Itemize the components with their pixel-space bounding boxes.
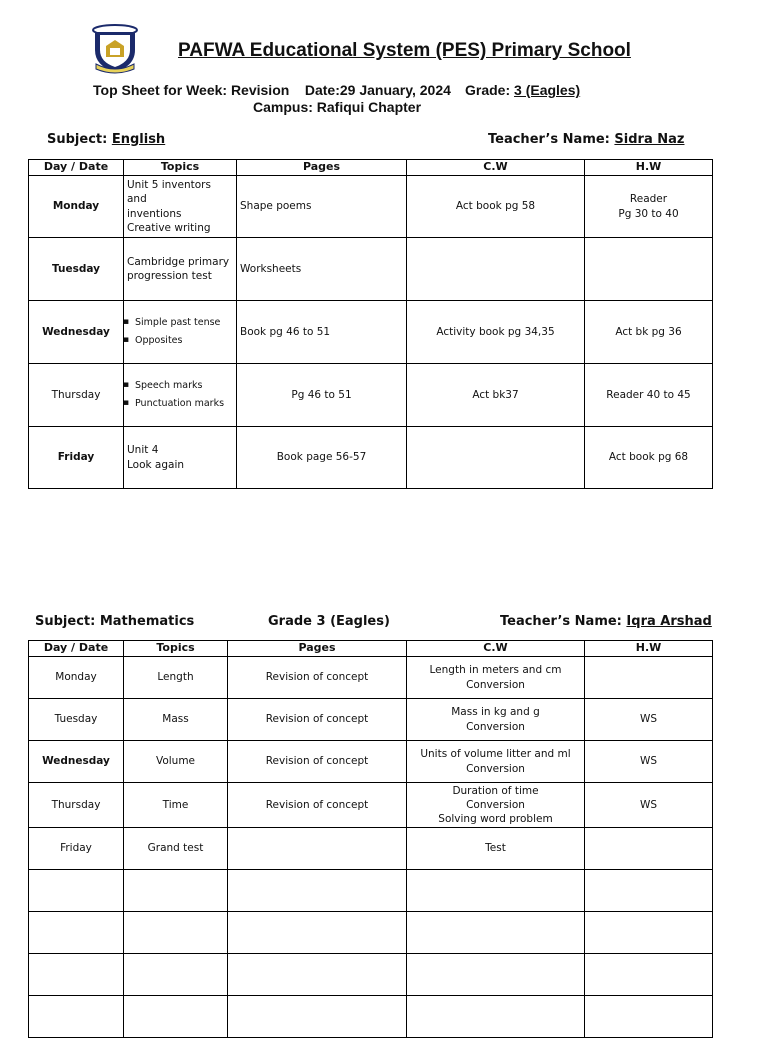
empty-cell bbox=[228, 870, 407, 912]
campus-line: Campus: Rafiqui Chapter bbox=[253, 99, 422, 115]
math-teacher-value: Iqra Arshad bbox=[626, 614, 712, 629]
hw-cell: Act bk pg 36 bbox=[585, 301, 713, 364]
hw-cell bbox=[585, 176, 713, 238]
pages-cell: Revision of concept bbox=[228, 741, 407, 783]
pages-cell: Shape poems bbox=[237, 176, 407, 238]
pages-cell: Revision of concept bbox=[228, 699, 407, 741]
col-header-hw: H.W bbox=[585, 160, 713, 176]
school-title: PAFWA Educational System (PES) Primary School bbox=[178, 40, 631, 61]
table-row bbox=[29, 783, 713, 828]
english-table bbox=[28, 159, 713, 489]
empty-cell bbox=[124, 954, 228, 996]
cw-cell bbox=[407, 657, 585, 699]
math-teacher-label: Teacher’s Name: bbox=[500, 614, 627, 629]
grade-line bbox=[465, 82, 580, 98]
empty-cell bbox=[29, 870, 124, 912]
english-subject-label: Subject: bbox=[47, 132, 112, 147]
cw-line: Solving word problem bbox=[438, 813, 553, 826]
pages-cell: Book page 56-57 bbox=[237, 427, 407, 489]
math-table bbox=[28, 640, 713, 1038]
day-cell: Wednesday bbox=[29, 301, 124, 364]
english-teacher-value: Sidra Naz bbox=[614, 132, 685, 147]
topic-bullet: ▪ Punctuation marks bbox=[127, 398, 233, 411]
table-row bbox=[29, 828, 713, 870]
topic-line: Cambridge primary bbox=[127, 255, 230, 268]
cw-cell bbox=[407, 699, 585, 741]
english-teacher-label: Teacher’s Name: bbox=[488, 132, 615, 147]
cw-line: Mass in kg and g bbox=[451, 706, 540, 719]
math-header-row bbox=[29, 641, 713, 657]
grade-value: 3 (Eagles) bbox=[514, 82, 581, 98]
table-row bbox=[29, 176, 713, 238]
hw-cell bbox=[585, 828, 713, 870]
empty-row bbox=[29, 870, 713, 912]
topic-cell: Grand test bbox=[124, 828, 228, 870]
cw-cell bbox=[407, 783, 585, 828]
table-row bbox=[29, 301, 713, 364]
col-header-hw: H.W bbox=[585, 641, 713, 657]
english-header-row bbox=[29, 160, 713, 176]
hw-cell bbox=[585, 657, 713, 699]
topic-cell: Volume bbox=[124, 741, 228, 783]
pages-cell: Book pg 46 to 51 bbox=[237, 301, 407, 364]
empty-cell bbox=[29, 996, 124, 1038]
english-teacher bbox=[488, 132, 684, 147]
day-cell: Monday bbox=[29, 176, 124, 238]
topics-cell bbox=[124, 301, 237, 364]
empty-row bbox=[29, 954, 713, 996]
empty-cell bbox=[228, 912, 407, 954]
col-header-day: Day / Date bbox=[29, 641, 124, 657]
col-header-cw: C.W bbox=[407, 160, 585, 176]
hw-cell: Reader 40 to 45 bbox=[585, 364, 713, 427]
table-row bbox=[29, 427, 713, 489]
topic-line: Unit 4 bbox=[127, 444, 159, 457]
school-logo bbox=[90, 24, 140, 74]
empty-cell bbox=[585, 996, 713, 1038]
empty-row bbox=[29, 912, 713, 954]
day-cell: Thursday bbox=[29, 364, 124, 427]
hw-cell: WS bbox=[585, 699, 713, 741]
hw-line: Reader bbox=[629, 193, 668, 206]
topic-line: Look again bbox=[127, 458, 185, 471]
topics-cell bbox=[124, 238, 237, 301]
topic-cell: Mass bbox=[124, 699, 228, 741]
empty-cell bbox=[29, 912, 124, 954]
math-subject: Subject: Mathematics bbox=[35, 614, 195, 629]
cw-line: Conversion bbox=[466, 720, 525, 733]
day-cell: Thursday bbox=[29, 783, 124, 828]
day-cell: Monday bbox=[29, 657, 124, 699]
table-row bbox=[29, 657, 713, 699]
pages-cell: Worksheets bbox=[237, 238, 407, 301]
hw-cell: Act book pg 68 bbox=[585, 427, 713, 489]
topics-cell bbox=[124, 176, 237, 238]
day-cell: Tuesday bbox=[29, 699, 124, 741]
cw-line: Conversion bbox=[466, 762, 525, 775]
day-cell: Friday bbox=[29, 427, 124, 489]
cw-line: Conversion bbox=[466, 678, 525, 691]
cw-cell: Act book pg 58 bbox=[407, 176, 585, 238]
day-cell: Wednesday bbox=[29, 741, 124, 783]
empty-row bbox=[29, 996, 713, 1038]
empty-cell bbox=[228, 996, 407, 1038]
pages-cell: Revision of concept bbox=[228, 657, 407, 699]
empty-cell bbox=[124, 870, 228, 912]
topic-cell: Length bbox=[124, 657, 228, 699]
table-row bbox=[29, 699, 713, 741]
col-header-topics: Topics bbox=[124, 160, 237, 176]
empty-cell bbox=[228, 954, 407, 996]
hw-cell: WS bbox=[585, 783, 713, 828]
cw-cell: Activity book pg 34,35 bbox=[407, 301, 585, 364]
empty-cell bbox=[407, 870, 585, 912]
cw-line: Duration of time bbox=[452, 784, 539, 797]
empty-cell bbox=[585, 912, 713, 954]
cw-line: Units of volume litter and ml bbox=[420, 748, 571, 761]
english-subject-value: English bbox=[111, 132, 166, 147]
empty-cell bbox=[407, 912, 585, 954]
empty-cell bbox=[124, 912, 228, 954]
empty-cell bbox=[124, 996, 228, 1038]
pages-cell bbox=[228, 828, 407, 870]
day-cell: Tuesday bbox=[29, 238, 124, 301]
week-date-line: Top Sheet for Week: Revision Date:29 January, 2024 bbox=[93, 82, 451, 98]
topic-line: progression test bbox=[127, 270, 212, 282]
topics-cell bbox=[124, 364, 237, 427]
pages-cell: Revision of concept bbox=[228, 783, 407, 828]
table-row bbox=[29, 741, 713, 783]
empty-cell bbox=[29, 954, 124, 996]
topics-cell bbox=[124, 427, 237, 489]
pages-cell: Pg 46 to 51 bbox=[237, 364, 407, 427]
cw-cell bbox=[407, 741, 585, 783]
hw-cell: WS bbox=[585, 741, 713, 783]
math-grade: Grade 3 (Eagles) bbox=[268, 614, 390, 629]
topic-bullet: ▪ Speech marks bbox=[127, 380, 233, 393]
hw-line: Pg 30 to 40 bbox=[618, 207, 679, 220]
grade-label: Grade: bbox=[465, 82, 515, 98]
hw-cell bbox=[585, 238, 713, 301]
topic-cell: Time bbox=[124, 783, 228, 828]
cw-cell: Test bbox=[407, 828, 585, 870]
table-row bbox=[29, 364, 713, 427]
topic-line: Unit 5 inventors and bbox=[127, 179, 211, 206]
topic-line: Creative writing bbox=[127, 221, 211, 234]
cw-cell bbox=[407, 427, 585, 489]
cw-cell: Act bk37 bbox=[407, 364, 585, 427]
math-teacher bbox=[500, 614, 712, 629]
cw-cell bbox=[407, 238, 585, 301]
cw-line: Length in meters and cm bbox=[429, 664, 562, 677]
col-header-topics: Topics bbox=[124, 641, 228, 657]
empty-cell bbox=[585, 870, 713, 912]
table-row bbox=[29, 238, 713, 301]
english-subject bbox=[47, 132, 165, 147]
day-cell: Friday bbox=[29, 828, 124, 870]
col-header-day: Day / Date bbox=[29, 160, 124, 176]
topic-bullet: ▪ Opposites bbox=[127, 335, 233, 348]
empty-cell bbox=[585, 954, 713, 996]
cw-line: Conversion bbox=[466, 798, 525, 811]
col-header-pages: Pages bbox=[228, 641, 407, 657]
col-header-pages: Pages bbox=[237, 160, 407, 176]
topic-bullet: ▪ Simple past tense bbox=[127, 317, 233, 330]
empty-cell bbox=[407, 954, 585, 996]
col-header-cw: C.W bbox=[407, 641, 585, 657]
topic-line: inventions bbox=[127, 207, 182, 220]
empty-cell bbox=[407, 996, 585, 1038]
